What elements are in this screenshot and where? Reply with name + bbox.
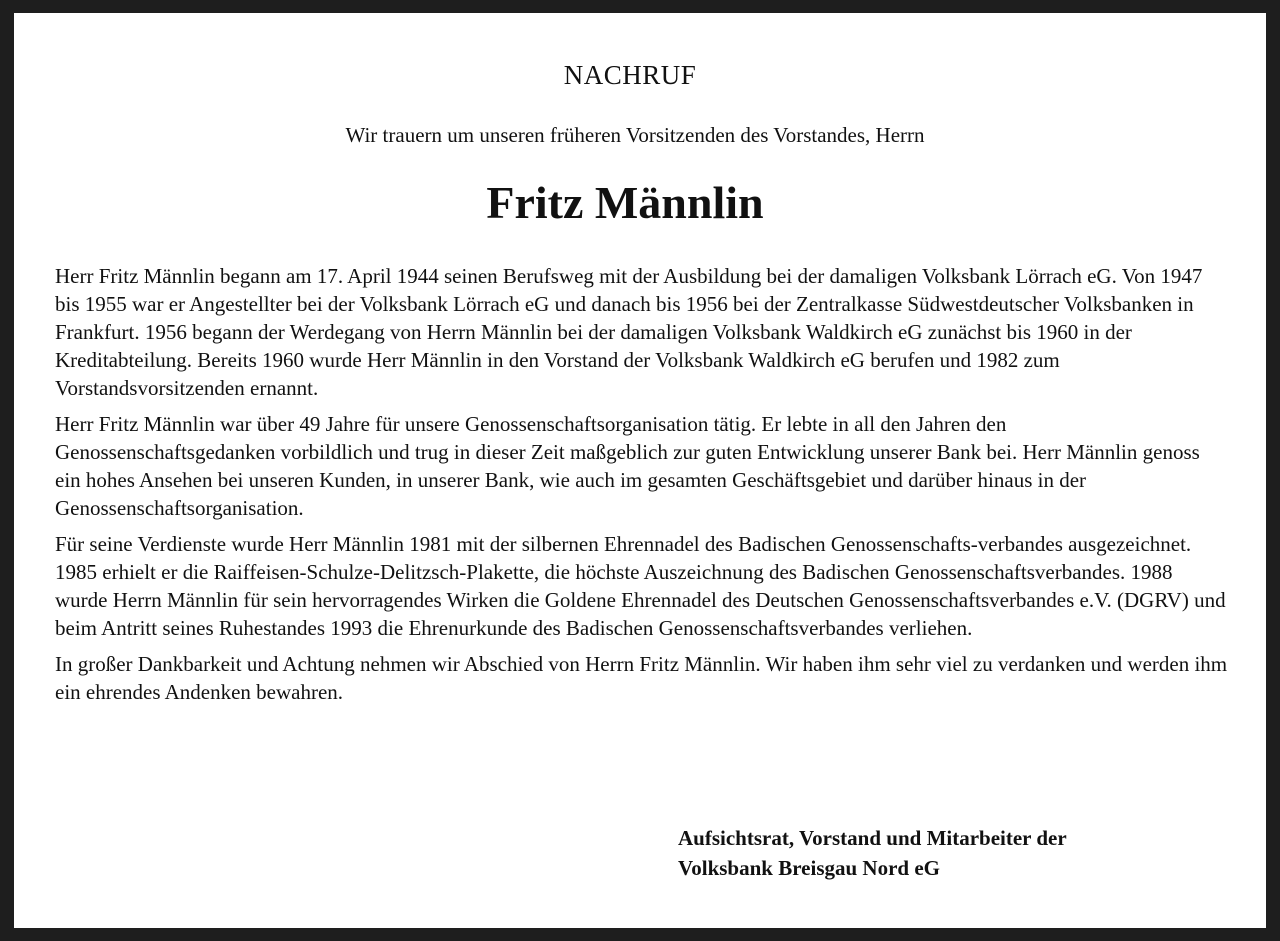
notice-heading: NACHRUF bbox=[563, 60, 697, 90]
obituary-body bbox=[55, 262, 1230, 714]
signature-line-2: Volksbank Breisgau Nord eG bbox=[678, 856, 940, 880]
intro-line: Wir trauern um unseren früheren Vorsitzenden des Vorstandes, Herrn bbox=[345, 123, 925, 147]
obituary-notice bbox=[14, 13, 1266, 928]
paragraph-service: Herr Fritz Männlin war über 49 Jahre für unsere Genossenschaftsorganisation tätig. Er lebte in all den Jahren den Genossenschaftsgedanken vorbildlich und trug in dieser Zeit maßgeblich zur guten Entwicklung unserer Bank bei. Herr Männlin genoss ein hohes Ansehen bei unseren Kunden, in unserer Bank, wie auch im gesamten Geschäftsgebiet und darüber hinaus in der Genossenschaftsorganisation. bbox=[55, 412, 1200, 520]
paragraph-farewell: In großer Dankbarkeit und Achtung nehmen wir Abschied von Herrn Fritz Männlin. Wir haben ihm sehr viel zu verdanken und werden ihm ein ehrendes Andenken bewahren. bbox=[55, 652, 1228, 704]
signature-block bbox=[678, 823, 1238, 883]
deceased-name: Fritz Männlin bbox=[486, 177, 764, 228]
paragraph-career: Herr Fritz Männlin begann am 17. April 1944 seinen Berufsweg mit der Ausbildung bei der damaligen Volksbank Lörrach eG. Von 1947 bis 1955 war er Angestellter bei der Volksbank Lörrach eG und danach bis 1956 bei der Zentralkasse Südwestdeutscher Volksbanken in Frankfurt. 1956 begann der Werdegang von Herrn Männlin bei der damaligen Volksbank Waldkirch eG zunächst bis 1960 in der Kreditabteilung. Bereits 1960 wurde Herr Männlin in den Vorstand der Volksbank Waldkirch eG berufen und 1982 zum Vorstandsvorsitzenden ernannt. bbox=[55, 264, 1203, 400]
signature-line-1: Aufsichtsrat, Vorstand und Mitarbeiter der bbox=[678, 826, 1067, 850]
paragraph-honors: Für seine Verdienste wurde Herr Männlin 1981 mit der silbernen Ehrennadel des Badischen Genossenschafts-verbandes ausgezeichnet. 1985 erhielt er die Raiffeisen-Schulze-Delitzsch-Plakette, die höchste Auszeichnung des Badischen Genossenschaftsverbandes. 1988 wurde Herrn Männlin für sein hervorragendes Wirken die Goldene Ehrennadel des Deutschen Genossenschaftsverbandes e.V. (DGRV) und beim Antritt seines Ruhestandes 1993 die Ehrenurkunde des Badischen Genossenschaftsverbandes verliehen. bbox=[55, 532, 1226, 640]
